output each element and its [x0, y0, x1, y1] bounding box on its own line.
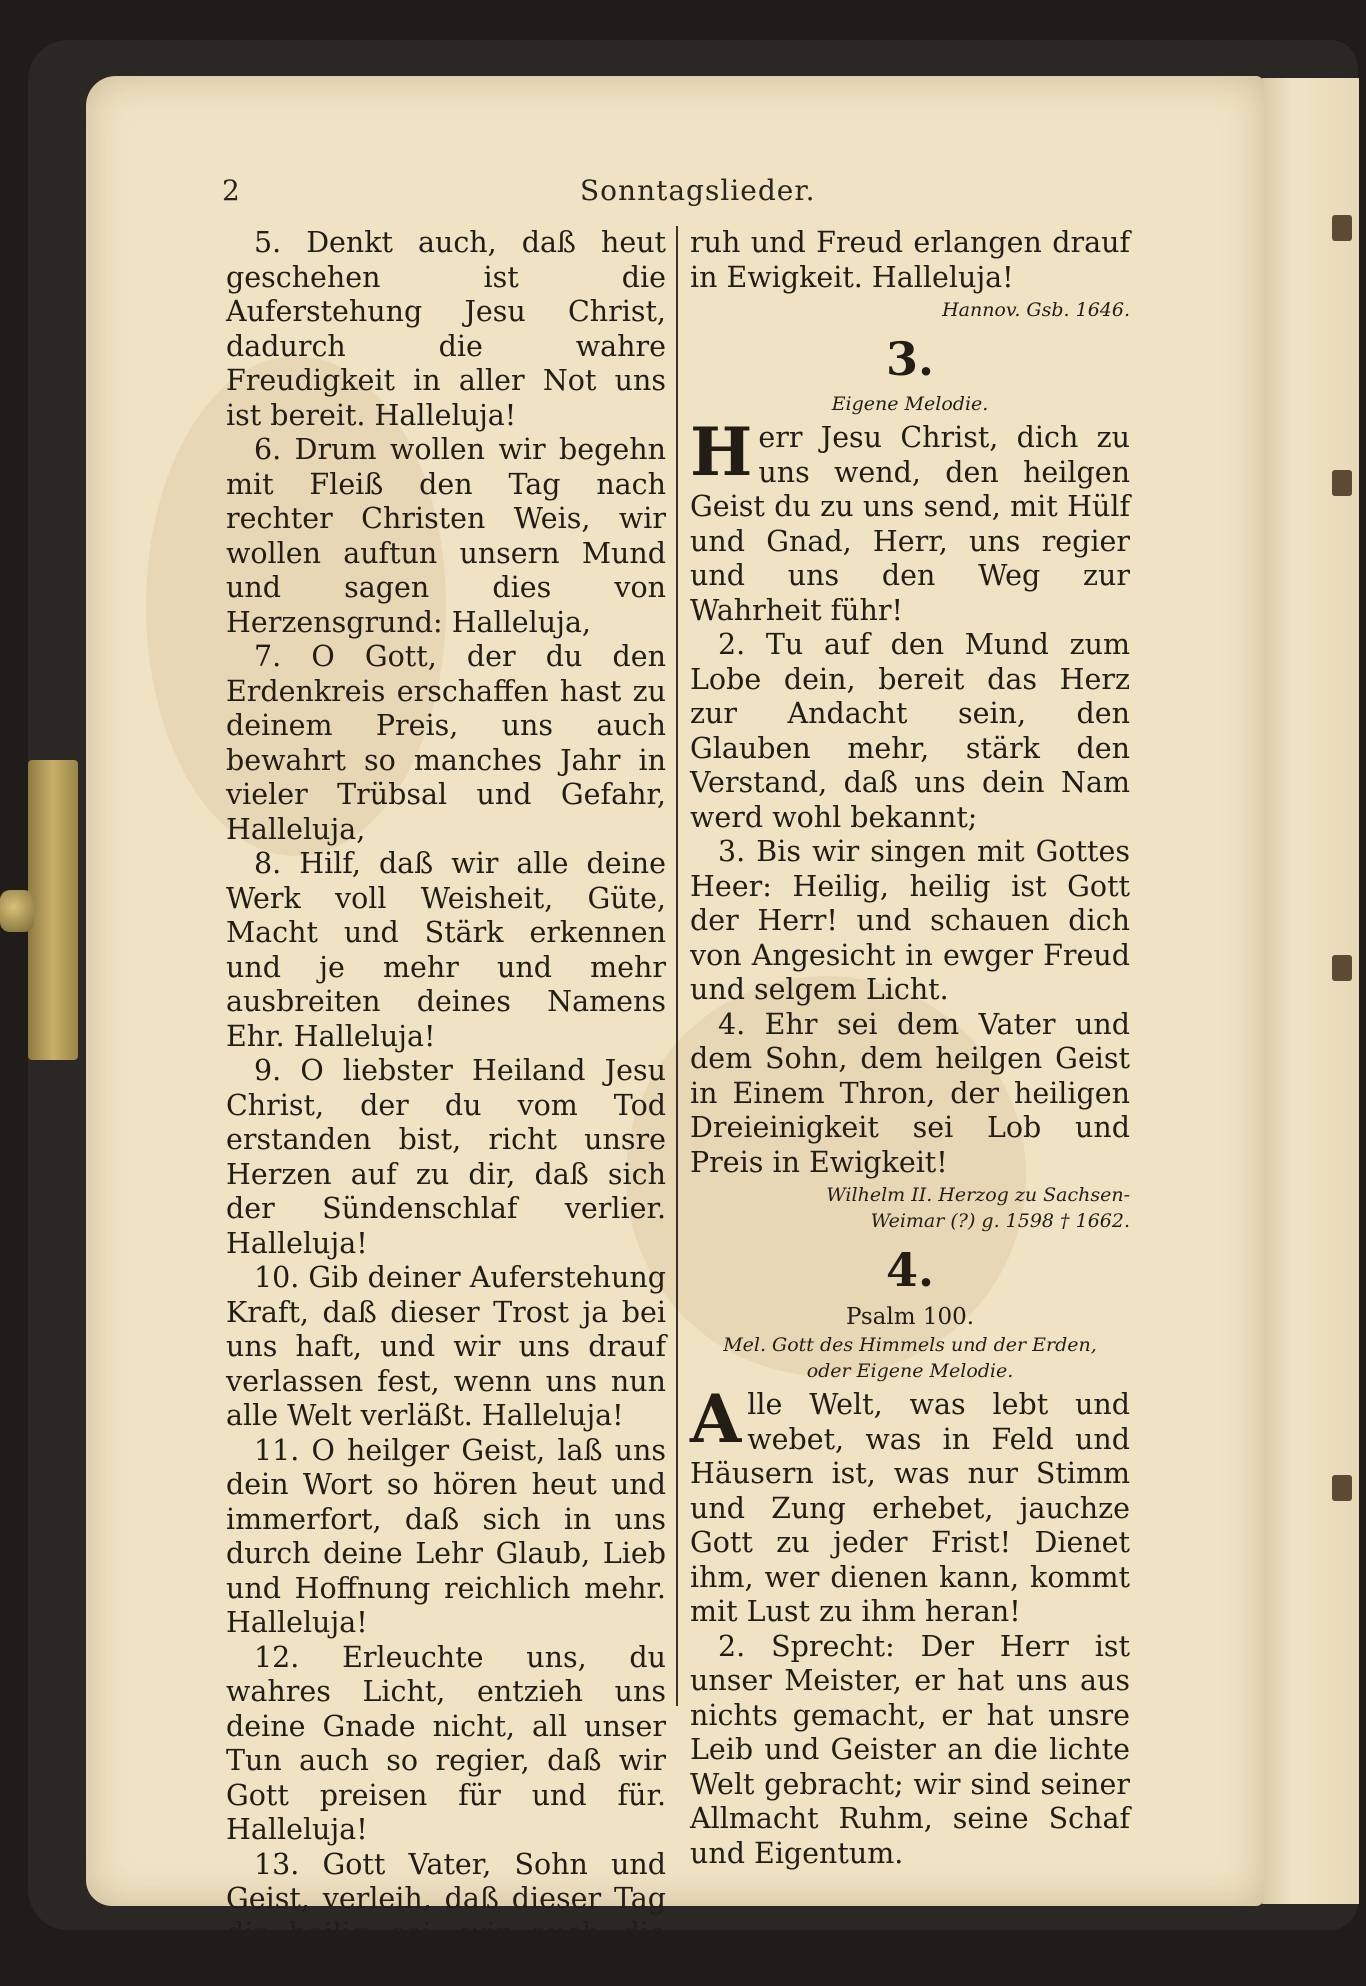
page-tab-marker	[1332, 955, 1352, 981]
verse: 3. Bis wir singen mit Gottes Heer: Heilig, heilig ist Gott der Herr! und schauen dich von Angesicht in ewger Freud und selgem Licht.	[690, 835, 1130, 1006]
drop-cap: H	[690, 413, 753, 491]
hymn-melody: Mel. Gott des Himmels und der Erden,	[723, 1334, 1097, 1356]
first-verse	[690, 1380, 1130, 1630]
verse: 10. Gib deiner Auferstehung Kraft, daß dieser Trost ja bei uns haft, und wir uns drauf verlassen fest, wenn uns nun alle Welt verläßt. Halleluja!	[226, 1261, 666, 1432]
facing-page-edge	[1262, 78, 1359, 1904]
running-head: Sonntagslieder.	[580, 174, 816, 207]
verse-continuation: ruh und Freud erlangen drauf in Ewigkeit. Halleluja!	[690, 226, 1130, 294]
verse: 11. O heilger Geist, laß uns dein Wort so hören heut und immerfort, daß sich in uns durch deine Lehr Glaub, Lieb und Hoffnung reichlich mehr. Halleluja!	[226, 1433, 666, 1639]
hymn-number: 4.	[885, 1243, 935, 1297]
verse: 5. Denkt auch, daß heut geschehen ist die Auferstehung Jesu Christ, dadurch die wahre Freudigkeit in aller Not uns ist bereit. Halleluja!	[226, 226, 666, 432]
first-verse-text: err Jesu Christ, dich zu uns wend, den heilgen Geist du zu uns send, mit Hülf und Gnad, Herr, uns regier und uns den Weg zur Wahrheit führ!	[690, 421, 1130, 627]
hymn-source: Hannov. Gsb. 1646.	[942, 299, 1130, 321]
hymn-source: Weimar (?) g. 1598 † 1662.	[870, 1210, 1130, 1232]
hymn-melody: oder Eigene Melodie.	[806, 1360, 1014, 1382]
verse: 9. O liebster Heiland Jesu Christ, der du vom Tod erstanden bist, richt unsre Herzen auf zu dir, daß sich der Sündenschlaf verlier. Halleluja!	[226, 1054, 666, 1260]
verse: 4. Ehr sei dem Vater und dem Sohn, dem heilgen Geist in Einem Thron, der heiligen Dreieinigkeit sei Lob und Preis in Ewigkeit!	[690, 1007, 1130, 1179]
hymn-number: 3.	[885, 332, 935, 386]
spine-metal-band	[28, 760, 78, 1060]
book-clasp	[0, 890, 34, 932]
right-column	[690, 226, 1130, 1871]
verse: 2. Sprecht: Der Herr ist unser Meister, er hat uns aus nichts gemacht, er hat unsre Leib und Geister an die lichte Welt gebracht; wir sind seiner Allmacht Ruhm, seine Schaf und Eigentum.	[690, 1629, 1130, 1870]
page-number: 2	[222, 174, 240, 207]
psalm-reference: Psalm 100.	[845, 1304, 975, 1330]
first-verse-text: lle Welt, was lebt und webet, was in Feld und Häusern ist, was nur Stimm und Zung erhebet, jauchze Gott zu jeder Frist! Dienet ihm, wer dienen kann, kommt mit Lust zu ihm heran!	[690, 1388, 1130, 1628]
page-tab-marker	[1332, 1475, 1352, 1501]
verse: 6. Drum wollen wir begehn mit Fleiß den Tag nach rechter Christen Weis, wir wollen auftun unsern Mund und sagen dies von Herzensgrund: Halleluja,	[226, 433, 666, 639]
drop-cap: A	[690, 1380, 742, 1458]
first-verse	[690, 413, 1130, 628]
left-column	[226, 226, 666, 1986]
verse: 8. Hilf, daß wir alle deine Werk voll Weisheit, Güte, Macht und Stärk erkennen und je mehr und mehr ausbreiten deines Namens Ehr. Halleluja!	[226, 847, 666, 1053]
verse: 2. Tu auf den Mund zum Lobe dein, bereit das Herz zur Andacht sein, den Glauben mehr, stärk den Verstand, daß uns dein Nam werd wohl bekannt;	[690, 628, 1130, 834]
column-divider	[676, 226, 678, 1706]
page-tab-marker	[1332, 215, 1352, 241]
verse: 13. Gott Vater, Sohn und Geist, verleih, daß dieser Tag dir heilig sei, wir auch die Sabbaths-	[226, 1847, 666, 1984]
hymn-melody: Eigene Melodie.	[831, 393, 989, 415]
verse: 7. O Gott, der du den Erdenkreis erschaffen hast zu deinem Preis, uns auch bewahrt so manches Jahr in vieler Trübsal und Gefahr, Halleluja,	[226, 640, 666, 846]
page-tab-marker	[1332, 470, 1352, 496]
verse: 12. Erleuchte uns, du wahres Licht, entzieh uns deine Gnade nicht, all unser Tun auch so regier, daß wir Gott preisen für und für. Halleluja!	[226, 1640, 666, 1846]
hymn-source: Wilhelm II. Herzog zu Sachsen-	[826, 1184, 1130, 1206]
